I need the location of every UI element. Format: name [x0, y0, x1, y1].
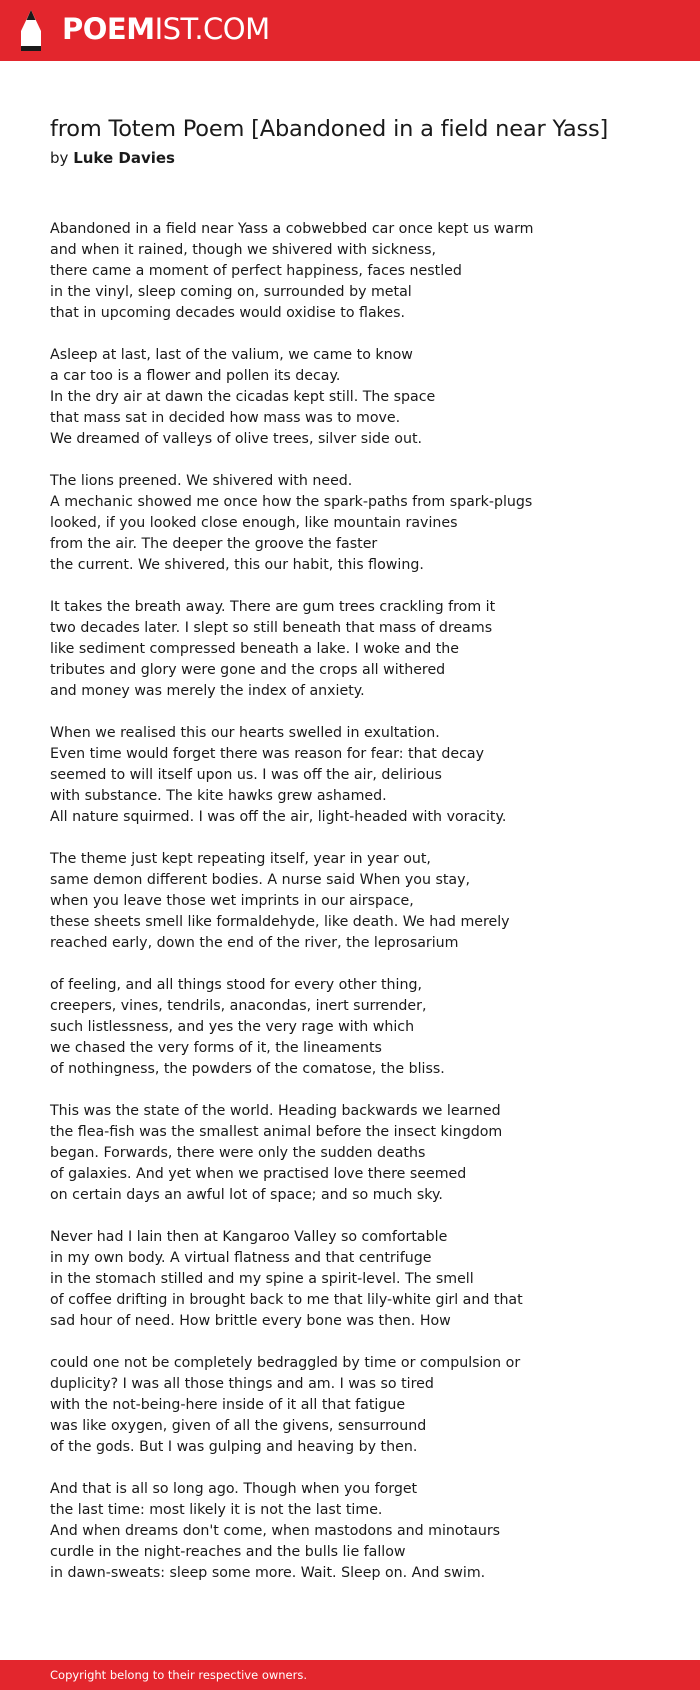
poem-line: when you leave those wet imprints in our airspace, [50, 893, 414, 909]
poem-stanza [50, 849, 670, 954]
poem-line: we chased the very forms of it, the lineaments [50, 1040, 382, 1056]
poem-line: Even time would forget there was reason for fear: that decay [50, 746, 484, 762]
poem-line: duplicity? I was all those things and am. I was so tired [50, 1376, 434, 1392]
poem-body [50, 219, 670, 1605]
site-header [0, 0, 700, 61]
poem-stanza [50, 1353, 670, 1458]
poem-line: reached early, down the end of the river, the leprosarium [50, 935, 459, 951]
logo-bold-text: POEM [62, 12, 155, 46]
poem-line: looked, if you looked close enough, like mountain ravines [50, 515, 458, 531]
poem-title: from Totem Poem [Abandoned in a field near Yass] [50, 116, 609, 142]
by-label: by [50, 149, 69, 167]
poem-stanza [50, 975, 670, 1080]
poem-line: could one not be completely bedraggled by time or compulsion or [50, 1355, 521, 1371]
poem-stanza [50, 219, 670, 324]
poem-line: was like oxygen, given of all the givens, sensurround [50, 1418, 427, 1434]
poem-line: from the air. The deeper the groove the faster [50, 536, 378, 552]
poem-line: that in upcoming decades would oxidise to flakes. [50, 305, 405, 321]
poem-line: with substance. The kite hawks grew ashamed. [50, 788, 387, 804]
poem-line: The theme just kept repeating itself, year in year out, [50, 851, 431, 867]
poem-line: And when dreams don't come, when mastodons and minotaurs [50, 1523, 501, 1539]
poem-line: and money was merely the index of anxiety. [50, 683, 365, 699]
poem-line: like sediment compressed beneath a lake. I woke and the [50, 641, 460, 657]
poem-line: of nothingness, the powders of the comatose, the bliss. [50, 1061, 445, 1077]
site-footer [0, 1660, 700, 1690]
poem-line: We dreamed of valleys of olive trees, silver side out. [50, 431, 423, 447]
poem-line: tributes and glory were gone and the crops all withered [50, 662, 446, 678]
byline [50, 147, 175, 169]
poem-line: seemed to will itself upon us. I was off the air, delirious [50, 767, 442, 783]
poem-line: in my own body. A virtual flatness and that centrifuge [50, 1250, 432, 1266]
poem-line: on certain days an awful lot of space; and so much sky. [50, 1187, 443, 1203]
poem-line: the flea-fish was the smallest animal before the insect kingdom [50, 1124, 503, 1140]
poem-line: The lions preened. We shivered with need. [50, 473, 353, 489]
poem-line: these sheets smell like formaldehyde, like death. We had merely [50, 914, 510, 930]
poem-line: such listlessness, and yes the very rage with which [50, 1019, 415, 1035]
poem-line: a car too is a flower and pollen its decay. [50, 368, 341, 384]
poem-stanza [50, 471, 670, 576]
poem-line: In the dry air at dawn the cicadas kept still. The space [50, 389, 436, 405]
poem-line: And that is all so long ago. Though when you forget [50, 1481, 418, 1497]
poem-line: began. Forwards, there were only the sudden deaths [50, 1145, 426, 1161]
poem-line: sad hour of need. How brittle every bone was then. How [50, 1313, 451, 1329]
author-name[interactable]: Luke Davies [73, 149, 175, 167]
copyright-notice: Copyright belong to their respective owners. [50, 1668, 308, 1682]
poem-line: two decades later. I slept so still beneath that mass of dreams [50, 620, 493, 636]
poem-line: All nature squirmed. I was off the air, light-headed with voracity. [50, 809, 507, 825]
poem-line: that mass sat in decided how mass was to move. [50, 410, 401, 426]
poem-stanza [50, 723, 670, 828]
poem-line: the current. We shivered, this our habit, this flowing. [50, 557, 424, 573]
poem-line: A mechanic showed me once how the spark-paths from spark-plugs [50, 494, 533, 510]
poem-line: of galaxies. And yet when we practised love there seemed [50, 1166, 467, 1182]
poem-line: This was the state of the world. Heading backwards we learned [50, 1103, 501, 1119]
poem-line: curdle in the night-reaches and the bulls lie fallow [50, 1544, 406, 1560]
poem-line: of feeling, and all things stood for every other thing, [50, 977, 422, 993]
poem-line: creepers, vines, tendrils, anacondas, inert surrender, [50, 998, 427, 1014]
poem-line: It takes the breath away. There are gum trees crackling from it [50, 599, 496, 615]
poem-line: in the vinyl, sleep coming on, surrounded by metal [50, 284, 412, 300]
poem-stanza [50, 597, 670, 702]
poem-stanza [50, 1101, 670, 1206]
poem-line: When we realised this our hearts swelled in exultation. [50, 725, 440, 741]
pen-nib-icon [18, 9, 44, 53]
site-logo[interactable] [62, 11, 270, 47]
poem-line: of the gods. But I was gulping and heaving by then. [50, 1439, 418, 1455]
poem-line: Abandoned in a field near Yass a cobwebbed car once kept us warm [50, 221, 534, 237]
poem-stanza [50, 1479, 670, 1584]
poem-line: Never had I lain then at Kangaroo Valley so comfortable [50, 1229, 448, 1245]
poem-line: in dawn-sweats: sleep some more. Wait. Sleep on. And swim. [50, 1565, 486, 1581]
poem-line: the last time: most likely it is not the last time. [50, 1502, 383, 1518]
logo-light-text: IST.COM [154, 12, 270, 46]
poem-line: of coffee drifting in brought back to me that lily-white girl and that [50, 1292, 523, 1308]
poem-line: in the stomach stilled and my spine a spirit-level. The smell [50, 1271, 474, 1287]
poem-line: and when it rained, though we shivered with sickness, [50, 242, 437, 258]
poem-stanza [50, 345, 670, 450]
poem-line: Asleep at last, last of the valium, we came to know [50, 347, 413, 363]
poem-stanza [50, 1227, 670, 1332]
poem-line: same demon different bodies. A nurse said When you stay, [50, 872, 471, 888]
poem-line: there came a moment of perfect happiness, faces nestled [50, 263, 462, 279]
poem-line: with the not-being-here inside of it all that fatigue [50, 1397, 406, 1413]
